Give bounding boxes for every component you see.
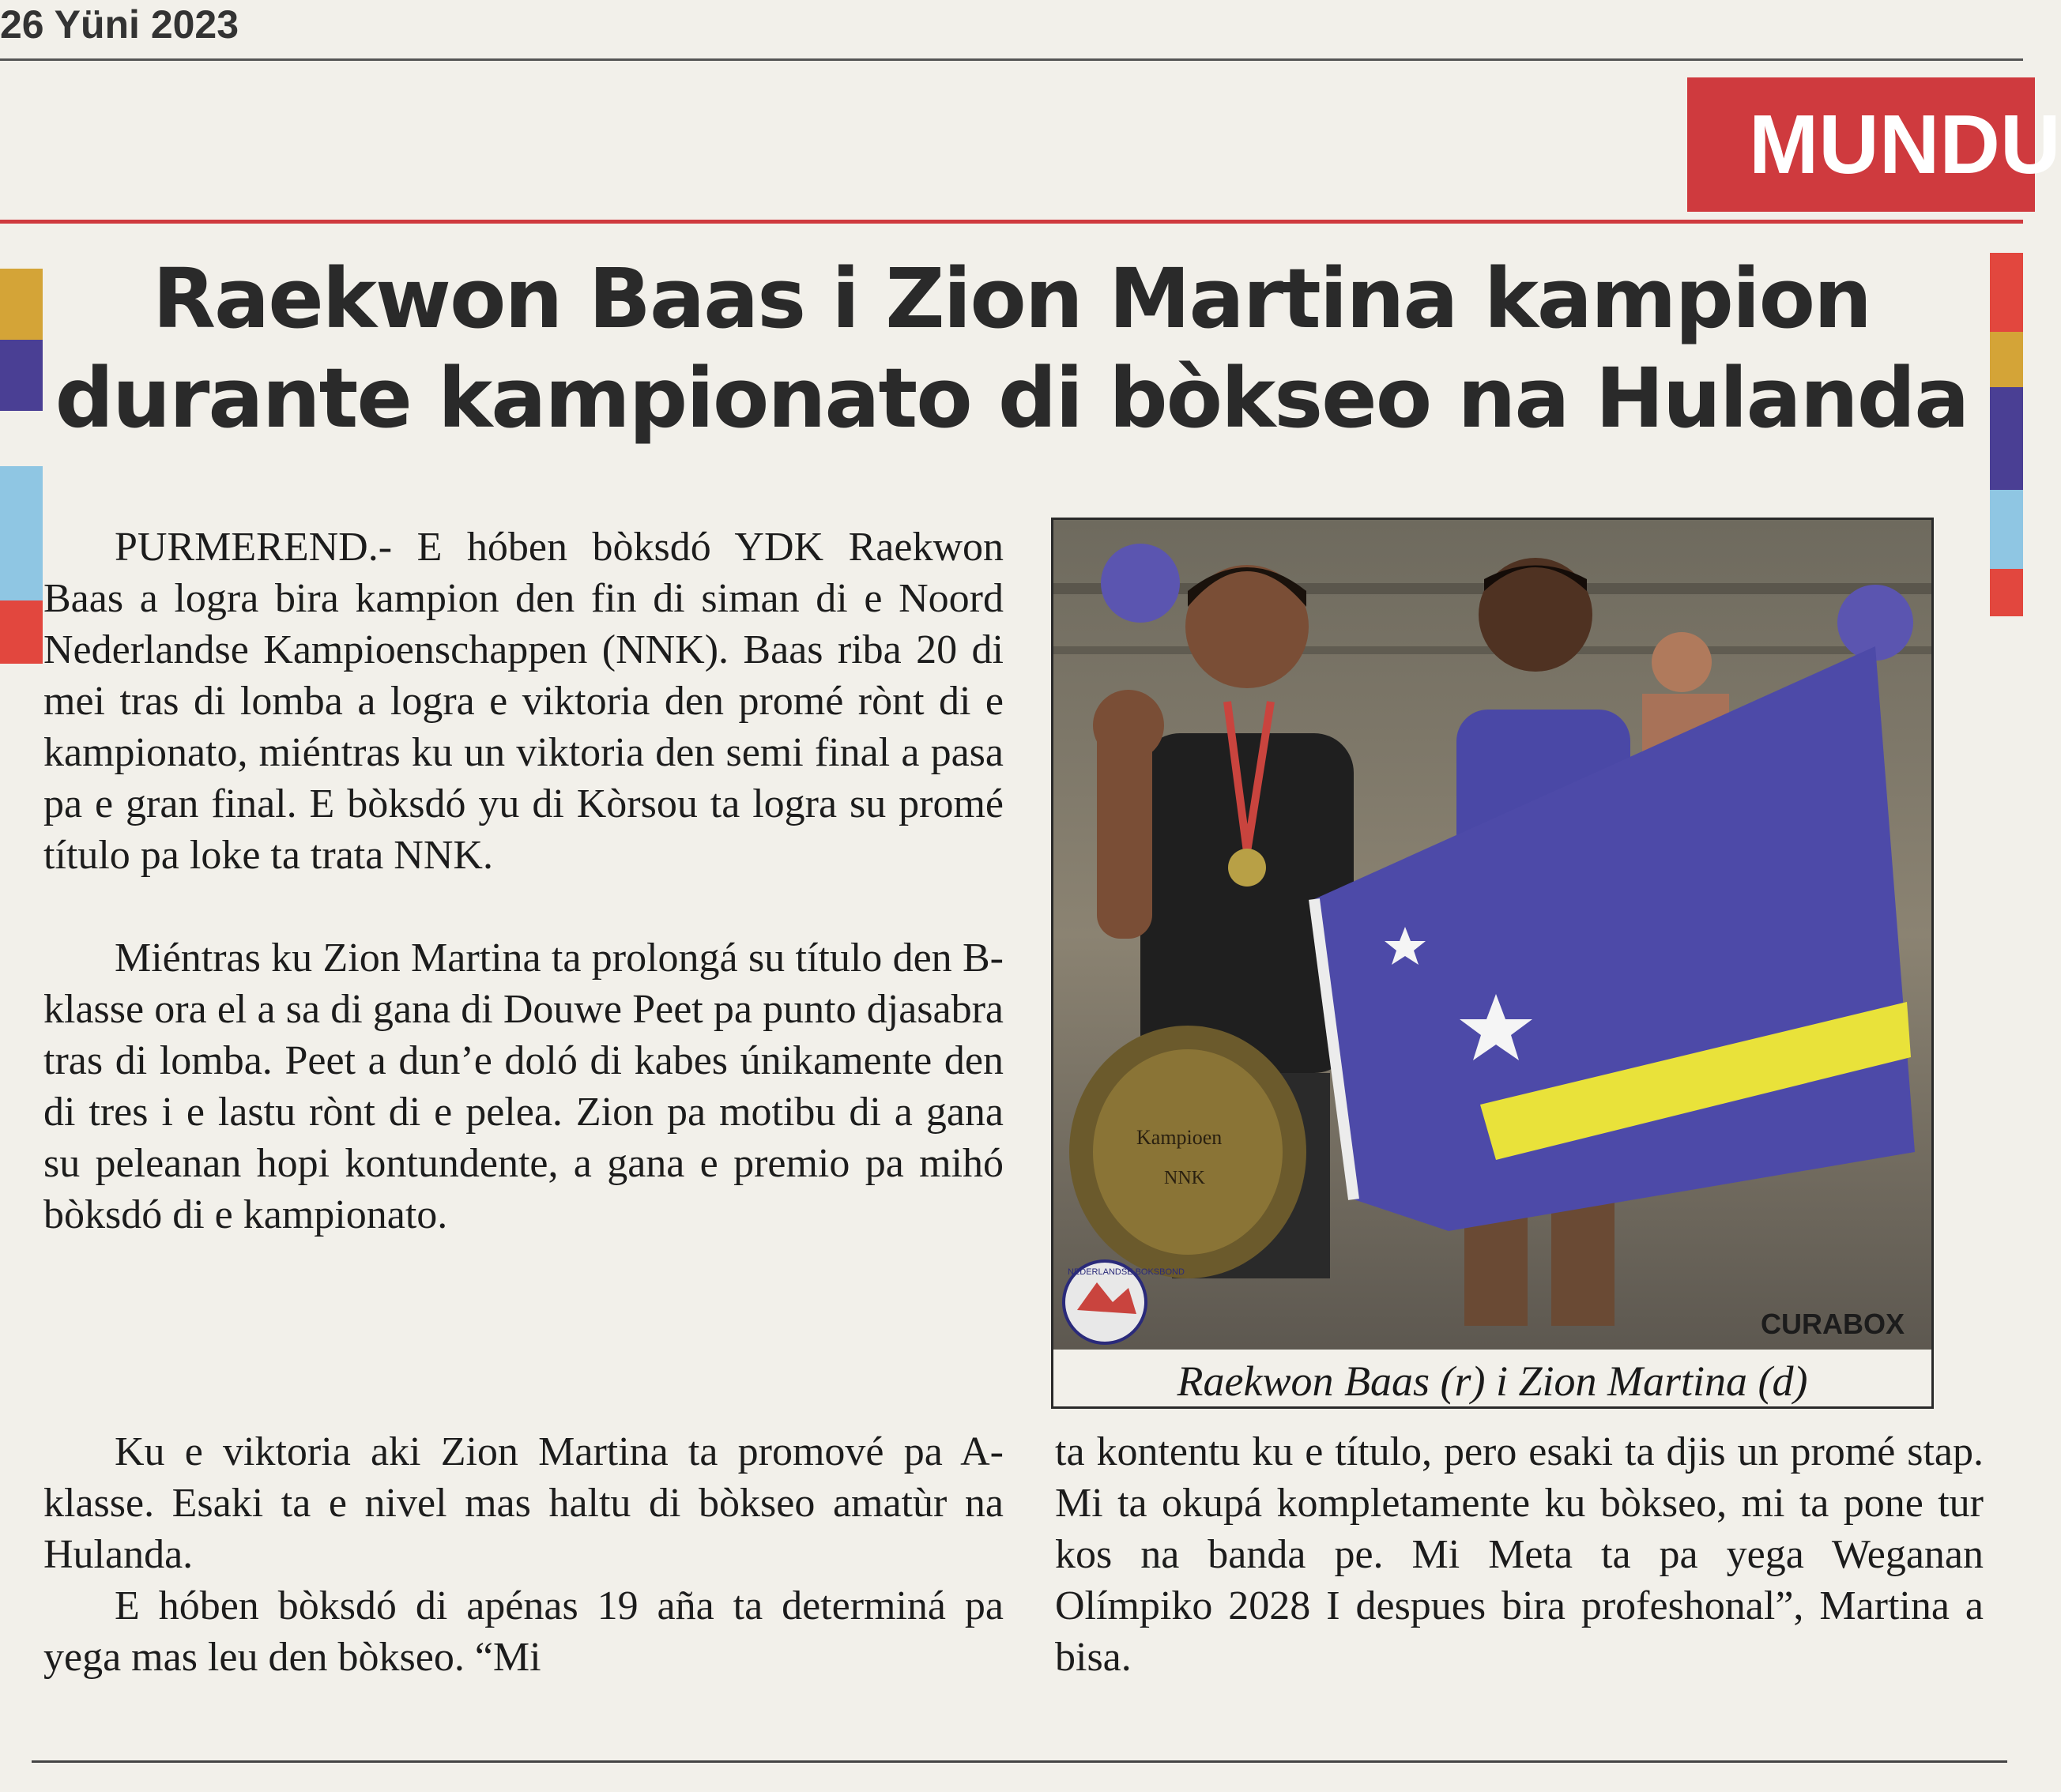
photo-caption: Raekwon Baas (r) i Zion Martina (d): [1177, 1357, 1808, 1405]
issue-date: 26 Yüni 2023: [0, 2, 239, 47]
photo-box: [1051, 518, 1934, 1409]
trophy: [1069, 1026, 1306, 1278]
top-divider: [0, 58, 2023, 61]
photo-illustration: [1053, 520, 1931, 1350]
article-column-left-bottom: [43, 1426, 1004, 1683]
article-column-right-bottom: [1055, 1426, 1984, 1683]
section-label: MUNDU: [1687, 77, 2035, 212]
trophy-text-2: NNK: [1164, 1168, 1205, 1188]
trophy-text-1: Kampioen: [1136, 1126, 1223, 1149]
headline: [47, 249, 1976, 448]
photo-watermark: CURABOX: [1761, 1308, 1905, 1340]
section-divider: [0, 220, 2023, 224]
background-person-head: [1652, 632, 1712, 692]
article-paragraph-2: Miéntras ku Zion Martina ta prolongá su título den B-klasse ora el a sa di gana di Douwe Peet pa punto djasabra tras di lomba. Peet a dun’e doló di kabes únikamente den di tres i e lastu rònt di e pelea. Zion pa motibu di a gana su peleanan hopi kontundente, a gana e premio pa mihó bòksdó di e kampionato.: [43, 936, 1004, 1237]
article-paragraph-1: PURMEREND.- E hóben bòksdó YDK Raekwon Baas a logra bira kampion den fin di siman di e Noord Nederlandse Kampioenschappen (NNK). Baas riba 20 di mei tras di lomba a logra e viktoria den promé rònt di e kampionato, miéntras ku un viktoria den semi final a pasa pa e gran final. E bòksdó yu di Kòrsou ta logra su promé título pa loke ta trata NNK.: [43, 525, 1004, 878]
headline-line-2: durante kampionato di bòkseo na Hulanda: [55, 350, 1969, 446]
adjacent-page-edge-right: [1990, 253, 2023, 616]
headline-line-1: Raekwon Baas i Zion Martina kampion: [152, 250, 1871, 347]
bottom-divider: [32, 1760, 2007, 1763]
boxers-photo: [1053, 520, 1931, 1350]
logo-text: NEDERLANDSE BOKSBOND: [1068, 1267, 1185, 1277]
adjacent-page-edge-left: [0, 269, 43, 664]
article-paragraph-3: Ku e viktoria aki Zion Martina ta promové pa A-klasse. Esaki ta e nivel mas haltu di bòkseo amatùr na Hulanda.: [43, 1429, 1004, 1577]
article-paragraph-4: E hóben bòksdó di apénas 19 aña ta determiná pa yega mas leu den bòkseo. “Mi: [43, 1583, 1004, 1680]
article-paragraph-5: ta kontentu ku e título, pero esaki ta djis un promé stap. Mi ta okupá kompletamente ku bòkseo, mi ta pone tur kos na banda pe. Mi Meta ta pa yega Weganan Olímpiko 2028 I despues bira profeshonal”, Martina a bisa.: [1055, 1429, 1984, 1680]
article-column-left-top: [43, 521, 1004, 1240]
